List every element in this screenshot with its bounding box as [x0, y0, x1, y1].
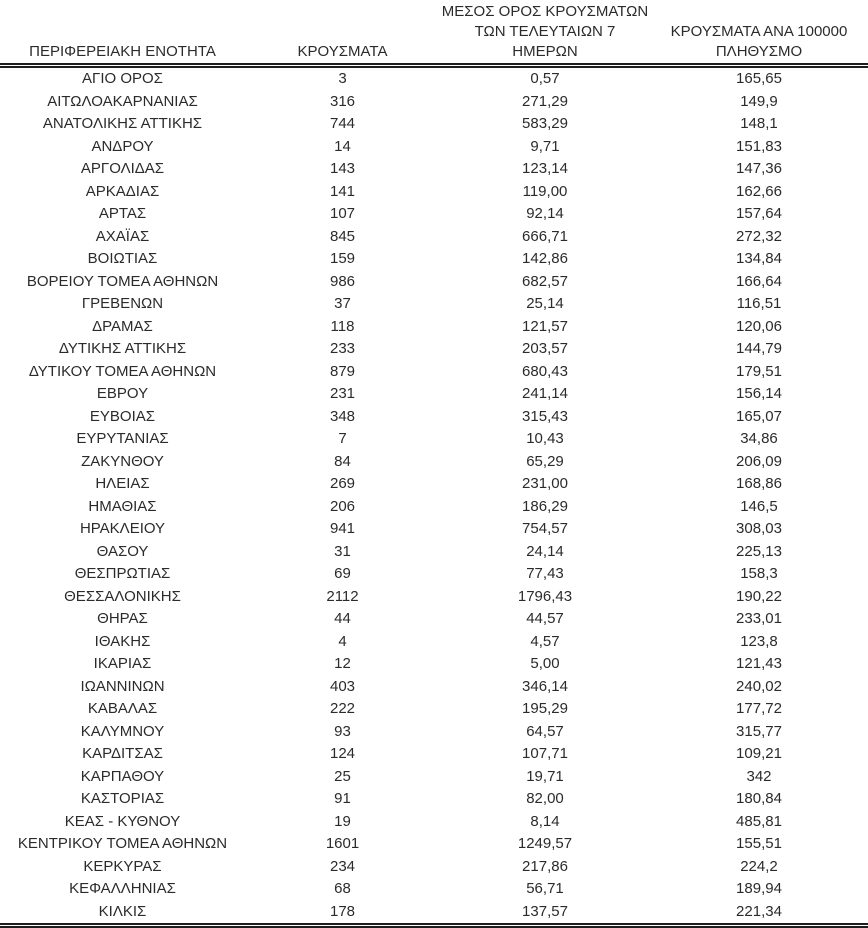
cases-cell: 348 [329, 407, 356, 425]
avg-7day-cell: 10,43 [526, 430, 564, 447]
region-cell: ΙΩΑΝΝΙΝΩΝ [80, 677, 165, 695]
region-cell: ΚΑΒΑΛΑΣ [87, 700, 158, 717]
avg-7day-cell: 77,43 [526, 565, 564, 582]
table-row [0, 518, 868, 541]
per-100k-cell: 224,2 [740, 857, 778, 875]
cases-cell: 178 [245, 901, 440, 926]
per-100k-cell: 485,81 [736, 812, 782, 830]
avg-7day-cell: 64,57 [526, 722, 564, 740]
cases-cell: 84 [334, 452, 351, 470]
avg-7day-cell: 1796,43 [517, 587, 573, 605]
cases-cell: 222 [329, 700, 356, 717]
table-row [0, 473, 868, 496]
avg-7day-cell: 92,14 [526, 205, 564, 222]
per-100k-cell: 177,72 [736, 700, 782, 717]
region-cell: ΘΕΣΠΡΩΤΙΑΣ [74, 565, 171, 582]
cases-cell: 403 [329, 677, 356, 695]
region-cell: ΙΚΑΡΙΑΣ [93, 655, 152, 672]
avg-7day-cell: 754,57 [522, 520, 568, 537]
avg-7day-cell: 25,14 [526, 295, 564, 312]
avg-7day-cell: 680,43 [522, 362, 568, 380]
cases-cell: 986 [329, 272, 356, 290]
region-cell: ΘΕΣΣΑΛΟΝΙΚΗΣ [64, 587, 181, 605]
avg-7day-cell: 666,71 [522, 227, 568, 245]
table-row [0, 563, 868, 586]
avg-7day-cell: 271,29 [522, 92, 568, 110]
region-cell: ΔΥΤΙΚΟΥ ΤΟΜΕΑ ΑΘΗΝΩΝ [28, 362, 217, 380]
avg-7day-cell: 195,29 [522, 700, 568, 717]
table-row [0, 203, 868, 226]
avg-7day-cell: 142,86 [522, 250, 568, 267]
avg-7day-cell: 137,57 [440, 901, 650, 926]
region-cell: ΘΑΣΟΥ [96, 542, 149, 560]
avg-7day-cell: 0,57 [530, 70, 560, 87]
table-row [0, 586, 868, 609]
table-row [0, 451, 868, 474]
header-row [0, 0, 868, 66]
table-row [0, 901, 868, 926]
per-100k-cell: 156,14 [736, 385, 782, 402]
region-cell: ΑΓΙΟ ΟΡΟΣ [82, 70, 163, 87]
region-cell: ΔΥΤΙΚΗΣ ΑΤΤΙΚΗΣ [58, 340, 187, 357]
per-100k-cell: 148,1 [740, 115, 778, 132]
per-100k-cell: 233,01 [736, 610, 782, 627]
per-100k-cell: 308,03 [736, 520, 782, 537]
region-cell: ΑΡΓΟΛΙΔΑΣ [80, 160, 165, 177]
column-header-region [0, 0, 245, 66]
region-cell: ΑΝΔΡΟΥ [91, 137, 154, 155]
table-row [0, 248, 868, 271]
region-cell: ΗΛΕΙΑΣ [95, 475, 150, 492]
cases-cell: 93 [334, 722, 351, 740]
region-cell: ΚΕΦΑΛΛΗΝΙΑΣ [69, 880, 176, 897]
table-row [0, 293, 868, 316]
table-row [0, 91, 868, 114]
region-cell: ΑΧΑΪΑΣ [95, 227, 150, 245]
cases-cell: 231 [329, 385, 356, 402]
per-100k-cell: 206,09 [736, 452, 782, 470]
table-row [0, 136, 868, 159]
region-cell: ΕΒΡΟΥ [96, 385, 149, 402]
per-100k-cell: 149,9 [740, 92, 778, 110]
cases-cell: 14 [334, 137, 351, 155]
cases-cell: 234 [329, 857, 356, 875]
avg-7day-cell: 24,14 [526, 542, 564, 560]
table-row [0, 406, 868, 429]
cases-cell: 4 [338, 632, 347, 650]
avg-7day-cell: 19,71 [526, 767, 564, 785]
per-100k-cell: 121,43 [736, 655, 782, 672]
cases-cell: 124 [329, 745, 356, 762]
column-header-region-label: ΠΕΡΙΦΕΡΕΙΑΚΗ ΕΝΟΤΗΤΑ [29, 43, 216, 60]
table-row [0, 496, 868, 519]
table-row [0, 676, 868, 699]
avg-7day-cell: 4,57 [530, 632, 560, 650]
region-cell: ΚΕΝΤΡΙΚΟΥ ΤΟΜΕΑ ΑΘΗΝΩΝ [17, 835, 228, 852]
avg-7day-cell: 682,57 [522, 272, 568, 290]
per-100k-cell: 165,65 [736, 70, 782, 87]
region-cell: ΒΟΙΩΤΙΑΣ [87, 250, 158, 267]
avg-7day-cell: 8,14 [530, 812, 560, 830]
avg-7day-cell: 5,00 [530, 655, 560, 672]
table-row [0, 856, 868, 879]
per-100k-cell: 180,84 [736, 790, 782, 807]
table-row [0, 608, 868, 631]
per-100k-cell: 120,06 [736, 317, 782, 335]
per-100k-cell: 166,64 [736, 272, 782, 290]
table-row [0, 766, 868, 789]
column-header-cases-label: ΚΡΟΥΣΜΑΤΑ [297, 43, 388, 60]
region-cell: ΖΑΚΥΝΘΟΥ [81, 452, 164, 470]
avg-7day-cell: 1249,57 [517, 835, 573, 852]
column-header-per-100k [650, 0, 868, 66]
region-cell: ΚΙΛΚΙΣ [0, 901, 245, 926]
cases-cell: 845 [329, 227, 356, 245]
cases-cell: 744 [329, 115, 356, 132]
per-100k-cell: 146,5 [740, 497, 778, 515]
column-header-avg-7day-line1: ΜΕΣΟΣ ΟΡΟΣ ΚΡΟΥΣΜΑΤΩΝ [441, 3, 649, 20]
table-row [0, 361, 868, 384]
column-header-avg-7day-line3: ΗΜΕΡΩΝ [512, 43, 578, 60]
column-header-cases [245, 0, 440, 66]
region-cell: ΑΡΤΑΣ [98, 205, 147, 222]
table-row [0, 113, 868, 136]
per-100k-cell: 109,21 [736, 745, 782, 762]
region-cell: ΗΜΑΘΙΑΣ [88, 497, 157, 515]
cases-cell: 143 [329, 160, 356, 177]
per-100k-cell: 157,64 [736, 205, 782, 222]
per-100k-cell: 240,02 [736, 677, 782, 695]
region-cell: ΑΝΑΤΟΛΙΚΗΣ ΑΤΤΙΚΗΣ [42, 115, 203, 132]
region-cell: ΕΥΡΥΤΑΝΙΑΣ [76, 430, 169, 447]
avg-7day-cell: 123,14 [522, 160, 568, 177]
cases-cell: 2112 [326, 587, 359, 605]
per-100k-cell: 189,94 [736, 880, 782, 897]
avg-7day-cell: 82,00 [526, 790, 564, 807]
column-header-per-100k-line2: ΠΛΗΘΥΣΜΟ [715, 43, 803, 60]
table-row [0, 541, 868, 564]
avg-7day-cell: 9,71 [530, 137, 560, 155]
avg-7day-cell: 346,14 [522, 677, 568, 695]
table-row [0, 158, 868, 181]
per-100k-cell: 116,51 [736, 295, 782, 312]
per-100k-cell: 168,86 [736, 475, 782, 492]
table-row [0, 788, 868, 811]
region-cell: ΚΕΡΚΥΡΑΣ [83, 857, 162, 875]
table-row [0, 226, 868, 249]
avg-7day-cell: 186,29 [522, 497, 568, 515]
cases-cell: 68 [334, 880, 351, 897]
region-cell: ΓΡΕΒΕΝΩΝ [81, 295, 164, 312]
table-row [0, 271, 868, 294]
per-100k-cell: 158,3 [740, 565, 778, 582]
cases-cell: 107 [329, 205, 356, 222]
per-100k-cell: 147,36 [736, 160, 782, 177]
avg-7day-cell: 203,57 [522, 340, 568, 357]
table-row [0, 721, 868, 744]
per-100k-cell: 151,83 [736, 137, 782, 155]
region-cell: ΔΡΑΜΑΣ [92, 317, 153, 335]
table-row [0, 428, 868, 451]
cases-cell: 879 [329, 362, 356, 380]
cases-cell: 141 [329, 182, 356, 200]
per-100k-cell: 315,77 [736, 722, 782, 740]
cases-cell: 206 [329, 497, 356, 515]
table-row [0, 66, 868, 91]
cases-cell: 1601 [325, 835, 360, 852]
per-100k-cell: 144,79 [736, 340, 782, 357]
table-row [0, 698, 868, 721]
per-100k-cell: 165,07 [736, 407, 782, 425]
per-100k-cell: 342 [746, 767, 772, 785]
avg-7day-cell: 241,14 [522, 385, 568, 402]
cases-cell: 7 [338, 430, 347, 447]
avg-7day-cell: 119,00 [522, 182, 568, 200]
column-header-avg-7day [440, 0, 650, 66]
per-100k-cell: 123,8 [740, 632, 778, 650]
region-cell: ΒΟΡΕΙΟΥ ΤΟΜΕΑ ΑΘΗΝΩΝ [26, 272, 219, 290]
table-row [0, 631, 868, 654]
region-cell: ΚΑΣΤΟΡΙΑΣ [80, 790, 165, 807]
cases-cell: 233 [329, 340, 356, 357]
cases-cell: 31 [334, 542, 351, 560]
region-cell: ΚΕΑΣ - ΚΥΘΝΟΥ [64, 812, 181, 830]
region-cell: ΙΘΑΚΗΣ [94, 632, 151, 650]
region-cell: ΚΑΡΠΑΘΟΥ [80, 767, 165, 785]
avg-7day-cell: 315,43 [522, 407, 568, 425]
region-cell: ΕΥΒΟΙΑΣ [89, 407, 156, 425]
per-100k-cell: 190,22 [736, 587, 782, 605]
avg-7day-cell: 583,29 [522, 115, 568, 132]
per-100k-cell: 162,66 [736, 182, 782, 200]
cases-cell: 37 [334, 295, 351, 312]
column-header-avg-7day-line2: ΤΩΝ ΤΕΛΕΥΤΑΙΩΝ 7 [474, 23, 616, 40]
cases-cell: 25 [334, 767, 351, 785]
table-row [0, 743, 868, 766]
avg-7day-cell: 44,57 [526, 610, 564, 627]
cases-cell: 159 [329, 250, 356, 267]
per-100k-cell: 179,51 [736, 362, 782, 380]
avg-7day-cell: 107,71 [522, 745, 568, 762]
cases-cell: 941 [329, 520, 356, 537]
table-row [0, 878, 868, 901]
cases-cell: 91 [334, 790, 351, 807]
cases-cell: 269 [329, 475, 356, 492]
table-header [0, 0, 868, 66]
cases-cell: 316 [329, 92, 356, 110]
per-100k-cell: 34,86 [740, 430, 778, 447]
column-header-per-100k-line1: ΚΡΟΥΣΜΑΤΑ ΑΝΑ 100000 [670, 23, 848, 40]
table-body [0, 66, 868, 926]
table-row [0, 653, 868, 676]
region-cell: ΘΗΡΑΣ [97, 610, 148, 627]
table-row [0, 833, 868, 856]
table-row [0, 316, 868, 339]
cases-cell: 69 [334, 565, 351, 582]
region-cell: ΚΑΡΔΙΤΣΑΣ [82, 745, 163, 762]
region-cell: ΑΡΚΑΔΙΑΣ [85, 182, 160, 200]
avg-7day-cell: 121,57 [522, 317, 568, 335]
per-100k-cell: 272,32 [736, 227, 782, 245]
per-100k-cell: 134,84 [736, 250, 782, 267]
avg-7day-cell: 56,71 [526, 880, 564, 897]
table-row [0, 811, 868, 834]
cases-cell: 44 [334, 610, 351, 627]
avg-7day-cell: 217,86 [522, 857, 568, 875]
table-row [0, 383, 868, 406]
cases-cell: 118 [330, 317, 355, 335]
cases-cell: 19 [334, 812, 351, 830]
region-cell: ΗΡΑΚΛΕΙΟΥ [79, 520, 166, 537]
per-100k-cell: 221,34 [650, 901, 868, 926]
cases-cell: 3 [338, 70, 347, 87]
region-cell: ΚΑΛΥΜΝΟΥ [80, 722, 165, 740]
avg-7day-cell: 65,29 [526, 452, 564, 470]
per-100k-cell: 155,51 [736, 835, 782, 852]
avg-7day-cell: 231,00 [522, 475, 568, 492]
table-row [0, 338, 868, 361]
table-row [0, 181, 868, 204]
cases-cell: 12 [334, 655, 351, 672]
per-100k-cell: 225,13 [736, 542, 782, 560]
region-cell: ΑΙΤΩΛΟΑΚΑΡΝΑΝΙΑΣ [47, 92, 198, 110]
